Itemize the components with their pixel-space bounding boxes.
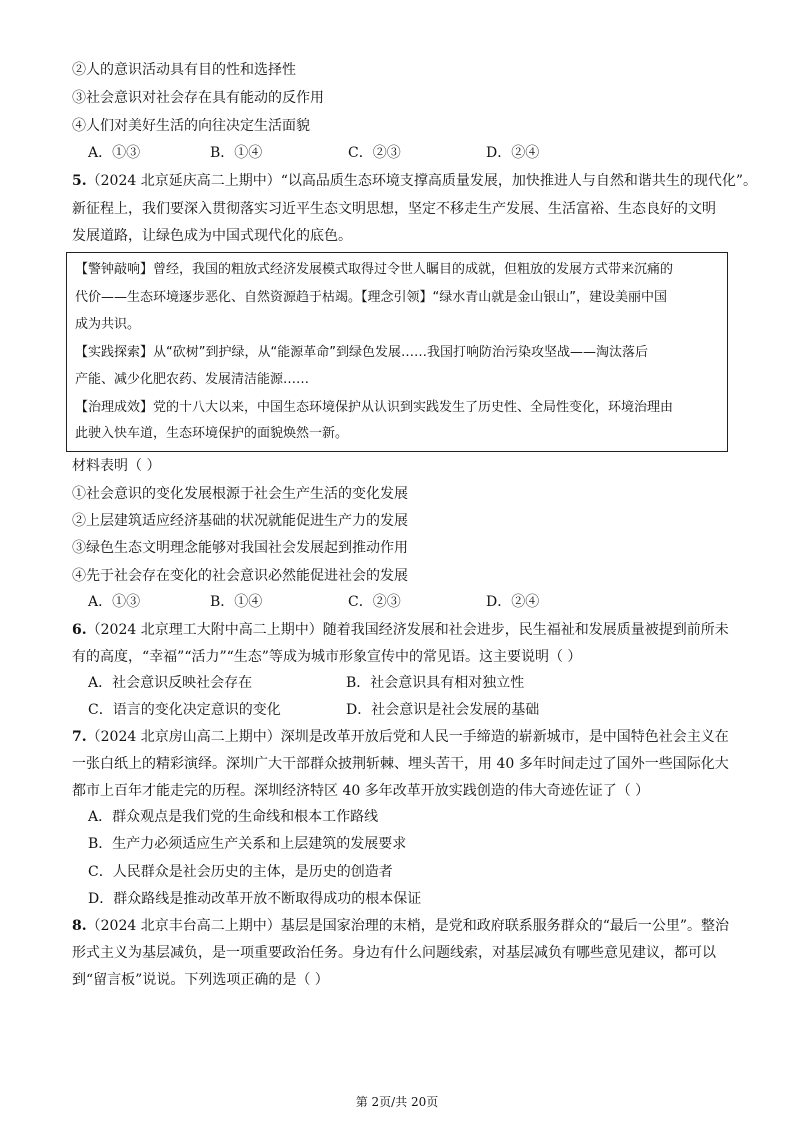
q5-stem-line-1: 5.（2024 北京延庆高二上期中）“以高品质生态环境支撑高质量发展，加快推进人与自然和谐共生的现代化”。 bbox=[72, 173, 758, 189]
q8-stem-line-2: 形式主义为基层减负，是一项重要政治任务。身边有什么问题线索，对基层减负有哪些意见建议，都可以 bbox=[72, 945, 716, 961]
q7-option-b[interactable]: B．生产力必须适应生产关系和上层建筑的发展要求 bbox=[88, 836, 407, 852]
q6-option-b[interactable]: B．社会意识具有相对独立性 bbox=[346, 675, 525, 691]
q6-stem-line-2: 有的高度，“幸福”“活力”“生态”等成为城市形象宣传中的常见语。这主要说明（ ） bbox=[72, 649, 582, 665]
q5-prompt: 材料表明（ ） bbox=[72, 458, 161, 474]
q7-option-c[interactable]: C．人民群众是社会历史的主体，是历史的创造者 bbox=[88, 864, 393, 880]
q7-stem-line-3: 都市上百年才能走完的历程。深圳经济特区 40 多年改革开放实践创造的伟大奇迹佐证了（ ） bbox=[72, 783, 650, 799]
material-line-5: 产能、减少化肥农药、发展清洁能源…… bbox=[75, 372, 310, 387]
q4-option-a[interactable]: A．①③ bbox=[88, 145, 141, 161]
q5-number: 5. bbox=[72, 173, 87, 189]
q6-number: 6. bbox=[72, 622, 87, 638]
q7-number: 7. bbox=[72, 729, 87, 745]
q6-option-c[interactable]: C．语言的变化决定意识的变化 bbox=[88, 702, 281, 718]
q7-stem-line-1: 7.（2024 北京房山高二上期中）深圳是改革开放后党和人民一手缔造的崭新城市，是中国特色社会主义在 bbox=[72, 729, 729, 745]
q7-option-d[interactable]: D．群众路线是推动改革开放不断取得成功的根本保证 bbox=[88, 891, 422, 907]
q4-options bbox=[88, 143, 648, 163]
q5-options bbox=[88, 592, 648, 612]
material-line-6: 【治理成效】党的十八大以来，中国生态环境保护从认识到实践发生了历史性、全局性变化，环境治理由 bbox=[75, 400, 674, 415]
q8-number: 8. bbox=[72, 918, 87, 934]
q7-option-a[interactable]: A．群众观点是我们党的生命线和根本工作路线 bbox=[88, 809, 379, 825]
q6-option-d[interactable]: D．社会意识是社会发展的基础 bbox=[346, 702, 540, 718]
q5-stem-line-2: 新征程上，我们要深入贯彻落实习近平生态文明思想，坚定不移走生产发展、生活富裕、生态良好的文明 bbox=[72, 201, 716, 217]
q5-statement-1: ①社会意识的变化发展根源于社会生产生活的变化发展 bbox=[72, 486, 408, 502]
material-line-4: 【实践探索】从“砍树”到护绿，从“能源革命”到绿色发展……我国打响防治污染攻坚战——淘汰落后 bbox=[75, 345, 648, 360]
q6-option-a[interactable]: A．社会意识反映社会存在 bbox=[88, 675, 253, 691]
q8-stem-line-3: 到“留言板”说说。下列选项正确的是（ ） bbox=[72, 972, 329, 988]
material-line-7: 此驶入快车道，生态环境保护的面貌焕然一新。 bbox=[75, 426, 349, 441]
q4-statement-3: ③社会意识对社会存在具有能动的反作用 bbox=[72, 90, 324, 106]
q5-option-c[interactable]: C．②③ bbox=[348, 594, 401, 610]
q6-options-row-1 bbox=[88, 673, 648, 693]
q4-option-b[interactable]: B．①④ bbox=[210, 145, 263, 161]
q8-stem-line-1: 8.（2024 北京丰台高二上期中）基层是国家治理的末梢，是党和政府联系服务群众的“最后一公里”。整治 bbox=[72, 918, 730, 934]
q5-option-a[interactable]: A．①③ bbox=[88, 594, 141, 610]
q4-option-c[interactable]: C．②③ bbox=[348, 145, 401, 161]
material-line-1: 【警钟敲响】曾经，我国的粗放式经济发展模式取得过令世人瞩目的成就，但粗放的发展方式带来沉痛的 bbox=[75, 262, 674, 277]
q7-stem-line-2: 一张白纸上的精彩演绎。深圳广大干部群众披荆斩棘、埋头苦干，用 40 多年时间走过了国外一些国际化大 bbox=[72, 756, 729, 772]
q5-option-d[interactable]: D．②④ bbox=[486, 594, 540, 610]
q5-material-box bbox=[66, 252, 728, 452]
q5-stem-line-3: 发展道路，让绿色成为中国式现代化的底色。 bbox=[72, 228, 352, 244]
q5-statement-4: ④先于社会存在变化的社会意识必然能促进社会的发展 bbox=[72, 568, 408, 584]
page-footer: 第 2页/共 20页 bbox=[355, 1095, 439, 1109]
q5-statement-2: ②上层建筑适应经济基础的状况就能促进生产力的发展 bbox=[72, 513, 408, 529]
material-line-3: 成为共识。 bbox=[75, 317, 141, 332]
q4-statement-4: ④人们对美好生活的向往决定生活面貌 bbox=[72, 118, 310, 134]
q6-options-row-2 bbox=[88, 700, 648, 720]
q4-option-d[interactable]: D．②④ bbox=[486, 145, 540, 161]
q5-option-b[interactable]: B．①④ bbox=[210, 594, 263, 610]
material-line-2: 代价——生态环境逐步恶化、自然资源趋于枯竭。【理念引领】“绿水青山就是金山银山”，建设美丽中国 bbox=[75, 290, 667, 305]
q6-stem-line-1: 6.（2024 北京理工大附中高二上期中）随着我国经济发展和社会进步，民生福祉和发展质量被提到前所未 bbox=[72, 622, 729, 638]
q4-statement-2: ②人的意识活动具有目的性和选择性 bbox=[72, 62, 296, 78]
q5-statement-3: ③绿色生态文明理念能够对我国社会发展起到推动作用 bbox=[72, 540, 408, 556]
